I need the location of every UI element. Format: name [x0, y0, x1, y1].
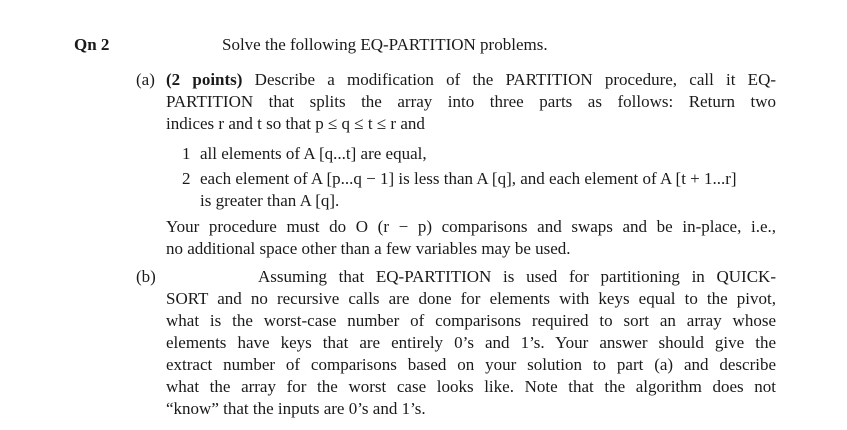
procedure-note [166, 216, 776, 260]
condition-item-2-number: 2 [182, 169, 191, 188]
procedure-note-line-1: Your procedure must do O (r − p) comparisons and swaps and be in-place, i.e., [166, 217, 776, 236]
procedure-note-line-2: no additional space other than a few variables may be used. [166, 239, 571, 258]
condition-list [182, 143, 737, 212]
part-b-line-2: SORT and no recursive calls are done for elements with keys equal to the pivot, [166, 289, 776, 308]
question-label: Qn 2 [74, 35, 110, 54]
part-b-line-7: “know” that the inputs are 0’s and 1’s. [166, 399, 426, 418]
part-a-label: (a) [136, 70, 155, 89]
condition-item-1-text: all elements of A [q...t] are equal, [200, 144, 427, 163]
part-b-line-4: elements have keys that are entirely 0’s and 1’s. Your answer should give the [166, 333, 776, 352]
part-a-points: (2 points) [166, 70, 243, 89]
part-a-line-3: indices r and t so that p ≤ q ≤ t ≤ r and [166, 114, 425, 133]
part-a-body [166, 69, 776, 135]
condition-item-1-number: 1 [182, 144, 191, 163]
part-b-line-5: extract number of comparisons based on your solution to part (a) and describe [166, 355, 776, 374]
question-intro: Solve the following EQ-PARTITION problems. [222, 35, 548, 54]
part-b-line-3: what is the worst-case number of comparisons required to sort an array whose [166, 311, 776, 330]
part-b-line-1: Assuming that EQ-PARTITION is used for partitioning in QUICK- [258, 267, 776, 286]
condition-item-2-text-continued: is greater than A [q]. [200, 191, 340, 210]
part-a-line-1-text: Describe a modification of the PARTITION procedure, call it EQ- [254, 70, 777, 89]
condition-item-2 [182, 168, 737, 212]
condition-item-2-text: each element of A [p...q − 1] is less than A [q], and each element of A [t + 1...r] [200, 169, 737, 188]
part-a-line-2: PARTITION that splits the array into three parts as follows: Return two [166, 92, 776, 111]
part-b-body [166, 266, 776, 420]
part-b-label: (b) [136, 267, 156, 286]
part-b-line-6: what the array for the worst case looks like. Note that the algorithm does not [166, 377, 776, 396]
part-a-line-1 [166, 69, 776, 91]
condition-item-1 [182, 143, 737, 165]
